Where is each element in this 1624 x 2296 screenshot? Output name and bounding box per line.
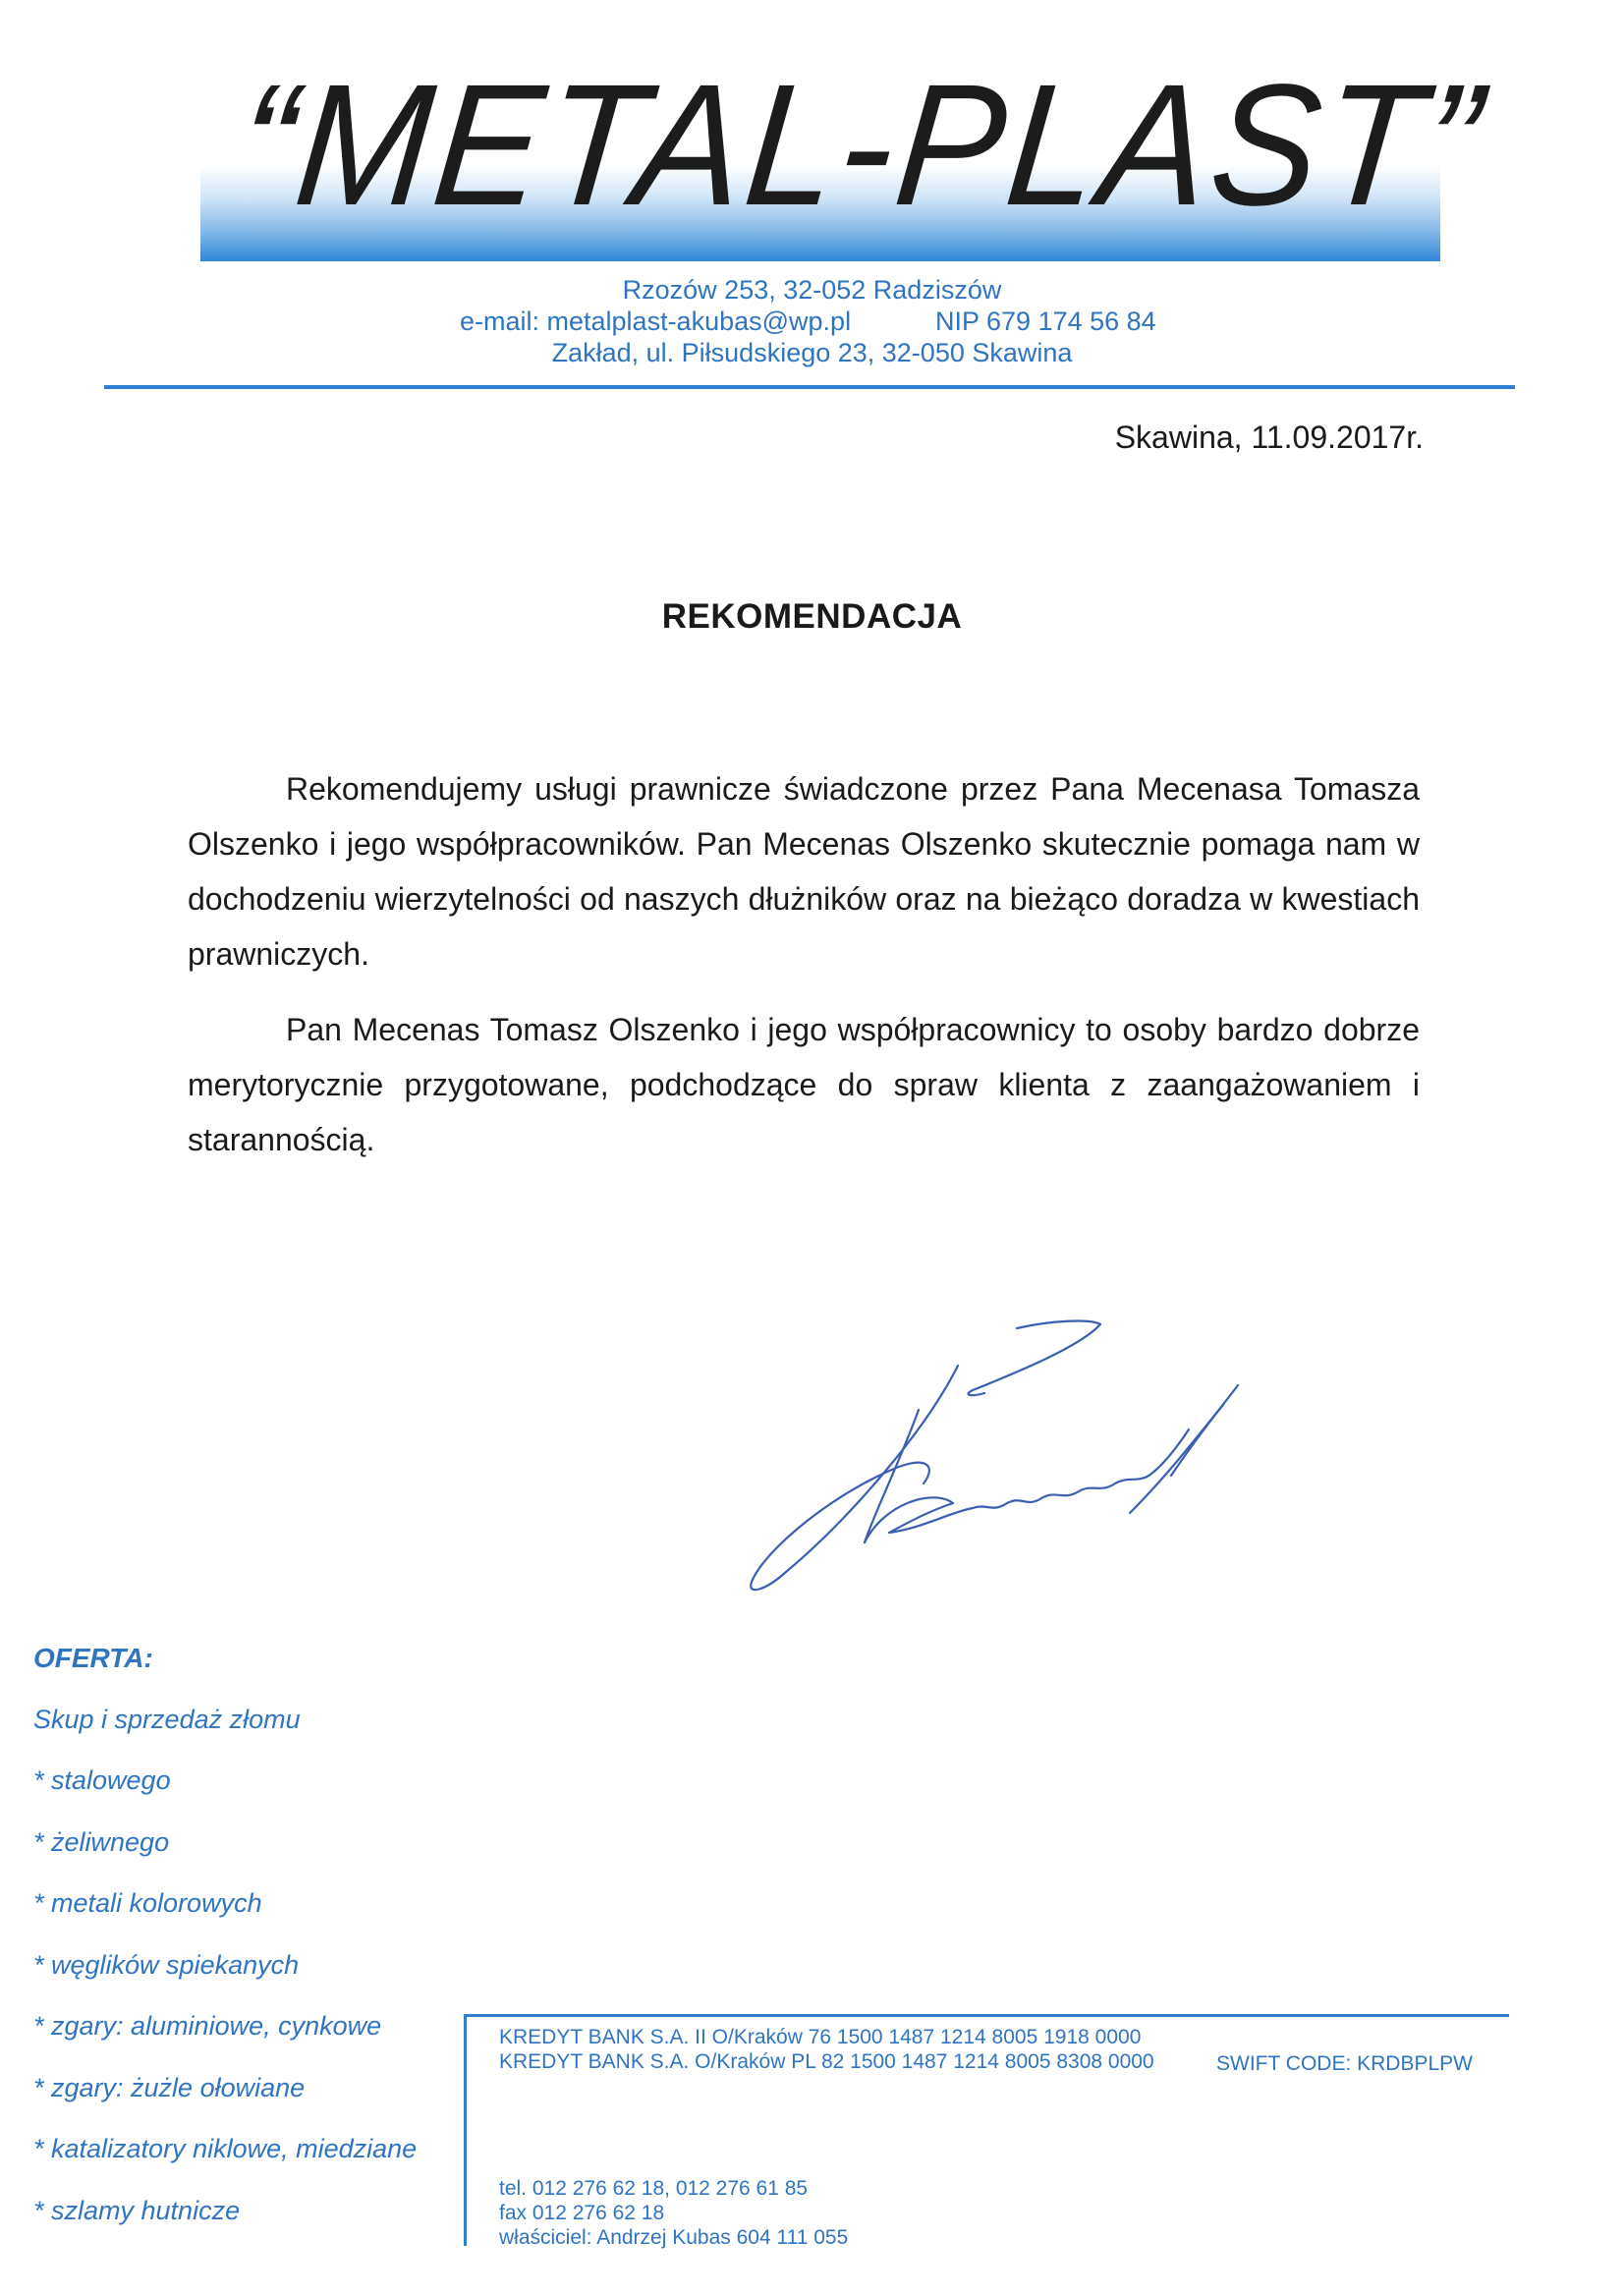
fax-number: fax 012 276 62 18	[499, 2202, 665, 2224]
footer-divider-horizontal	[464, 2014, 1509, 2017]
document-title: REKOMENDACJA	[661, 597, 963, 636]
body-paragraph-1: Rekomendujemy usługi prawnicze świadczone przez Pana Mecenasa Tomasza Olszenko i jego współpracowników. Pan Mecenas Olszenko skutecznie pomaga nam w dochodzeniu wierzytelności od naszych dłużników oraz na bieżąco doradza w kwestiach prawniczych.	[188, 771, 1420, 972]
offer-item-metallurgical-sludge: * szlamy hutnicze	[33, 2195, 241, 2225]
company-email: e-mail: metalplast-akubas@wp.pl	[460, 307, 852, 336]
offer-item-carbides: * węglików spiekanych	[33, 1949, 300, 1980]
swift-code: SWIFT CODE: KRDBPLPW	[1216, 2052, 1473, 2075]
footer-divider-vertical	[464, 2014, 467, 2246]
telephone: tel. 012 276 62 18, 012 276 61 85	[499, 2177, 809, 2200]
plant-address: Zakład, ul. Piłsudskiego 23, 32-050 Skawina	[551, 338, 1073, 367]
handwritten-signature	[727, 1316, 1395, 1601]
offer-heading: OFERTA:	[33, 1643, 153, 1673]
company-address: Rzozów 253, 32-052 Radziszów	[622, 275, 1002, 305]
company-logo: “METAL-PLAST”	[231, 49, 1492, 242]
letter-date: Skawina, 11.09.2017r.	[1114, 420, 1424, 455]
offer-item-lead-slag: * zgary: żużle ołowiane	[33, 2072, 306, 2102]
offer-item-cast-iron: * żeliwnego	[33, 1826, 170, 1857]
bank-account-1: KREDYT BANK S.A. II O/Kraków 76 1500 1487 1214 8005 1918 0000	[499, 2026, 1142, 2048]
body-paragraph-2: Pan Mecenas Tomasz Olszenko i jego współpracownicy to osoby bardzo dobrze merytorycznie przygotowane, podchodzące do spraw klienta z zaangażowaniem i starannością.	[188, 1012, 1420, 1157]
offer-list	[33, 1764, 417, 2256]
bank-account-2: KREDYT BANK S.A. O/Kraków PL 82 1500 1487 1214 8005 8308 0000	[499, 2050, 1154, 2073]
offer-item-catalysts: * katalizatory niklowe, miedziane	[33, 2134, 418, 2163]
offer-item-steel: * stalowego	[33, 1765, 171, 1795]
offer-intro: Skup i sprzedaż złomu	[33, 1705, 301, 1734]
offer-item-dross-al-zn: * zgary: aluminiowe, cynkowe	[33, 2011, 382, 2041]
header-divider	[104, 385, 1515, 389]
offer-item-nonferrous: * metali kolorowych	[33, 1888, 262, 1918]
company-nip: NIP 679 174 56 84	[935, 307, 1156, 336]
owner-contact: właściciel: Andrzej Kubas 604 111 055	[499, 2226, 849, 2249]
